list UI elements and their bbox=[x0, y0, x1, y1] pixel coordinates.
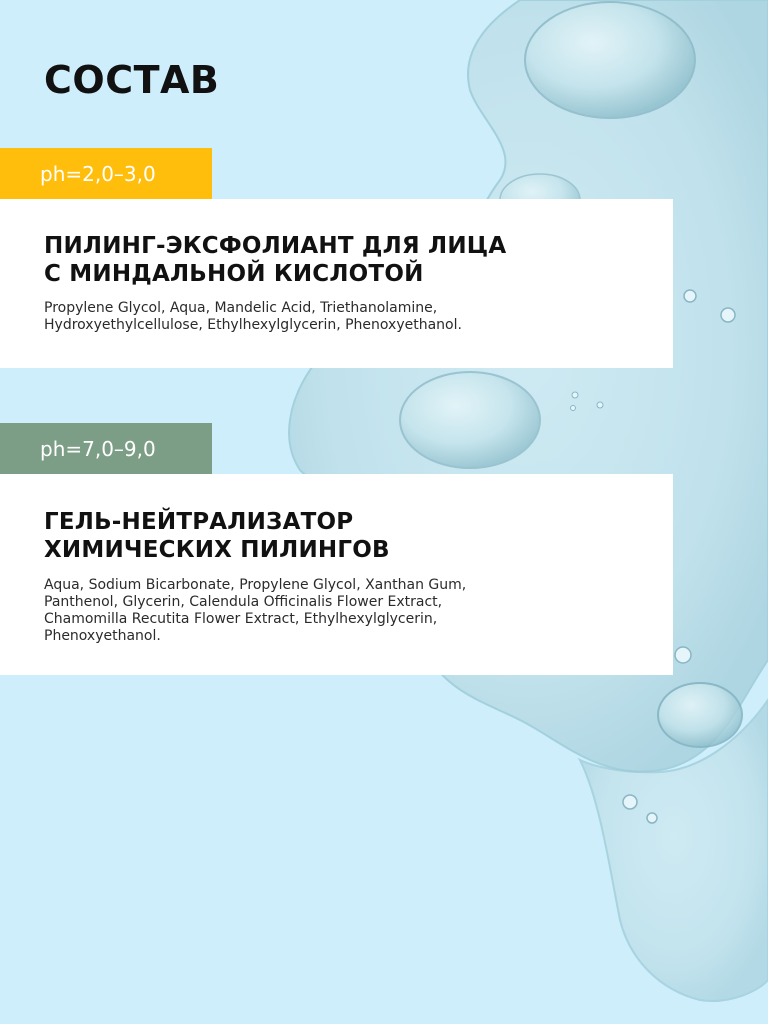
product-title-line: ХИМИЧЕСКИХ ПИЛИНГОВ bbox=[44, 537, 390, 563]
page-title: СОСТАВ bbox=[44, 58, 220, 102]
ingredients-line: Panthenol, Glycerin, Calendula Officinalis Flower Extract, bbox=[44, 594, 443, 610]
product-card-neutralizer bbox=[0, 474, 673, 675]
ph-badge-neutralizer: ph=7,0–9,0 bbox=[0, 423, 212, 474]
bubble bbox=[525, 2, 695, 118]
product-title-line: С МИНДАЛЬНОЙ КИСЛОТОЙ bbox=[44, 261, 424, 287]
ingredients-line: Aqua, Sodium Bicarbonate, Propylene Glycol, Xanthan Gum, bbox=[44, 577, 467, 593]
product-title bbox=[44, 508, 653, 564]
ingredients-line: Chamomilla Recutita Flower Extract, Ethylhexylglycerin, bbox=[44, 611, 438, 627]
product-card-peeling bbox=[0, 199, 673, 368]
ingredients-line: Propylene Glycol, Aqua, Mandelic Acid, Triethanolamine, bbox=[44, 300, 438, 316]
ingredients-list bbox=[44, 577, 653, 645]
ph-badge-peeling: ph=2,0–3,0 bbox=[0, 148, 212, 199]
product-title bbox=[44, 232, 653, 288]
ingredients-line: Phenoxyethanol. bbox=[44, 628, 161, 644]
product-title-line: ГЕЛЬ-НЕЙТРАЛИЗАТОР bbox=[44, 509, 354, 535]
product-title-line: ПИЛИНГ-ЭКСФОЛИАНТ ДЛЯ ЛИЦА bbox=[44, 233, 507, 259]
bubble bbox=[400, 372, 540, 468]
bubble bbox=[658, 683, 742, 747]
ingredients-list bbox=[44, 300, 653, 334]
ingredients-line: Hydroxyethylcellulose, Ethylhexylglycerin, Phenoxyethanol. bbox=[44, 317, 462, 333]
